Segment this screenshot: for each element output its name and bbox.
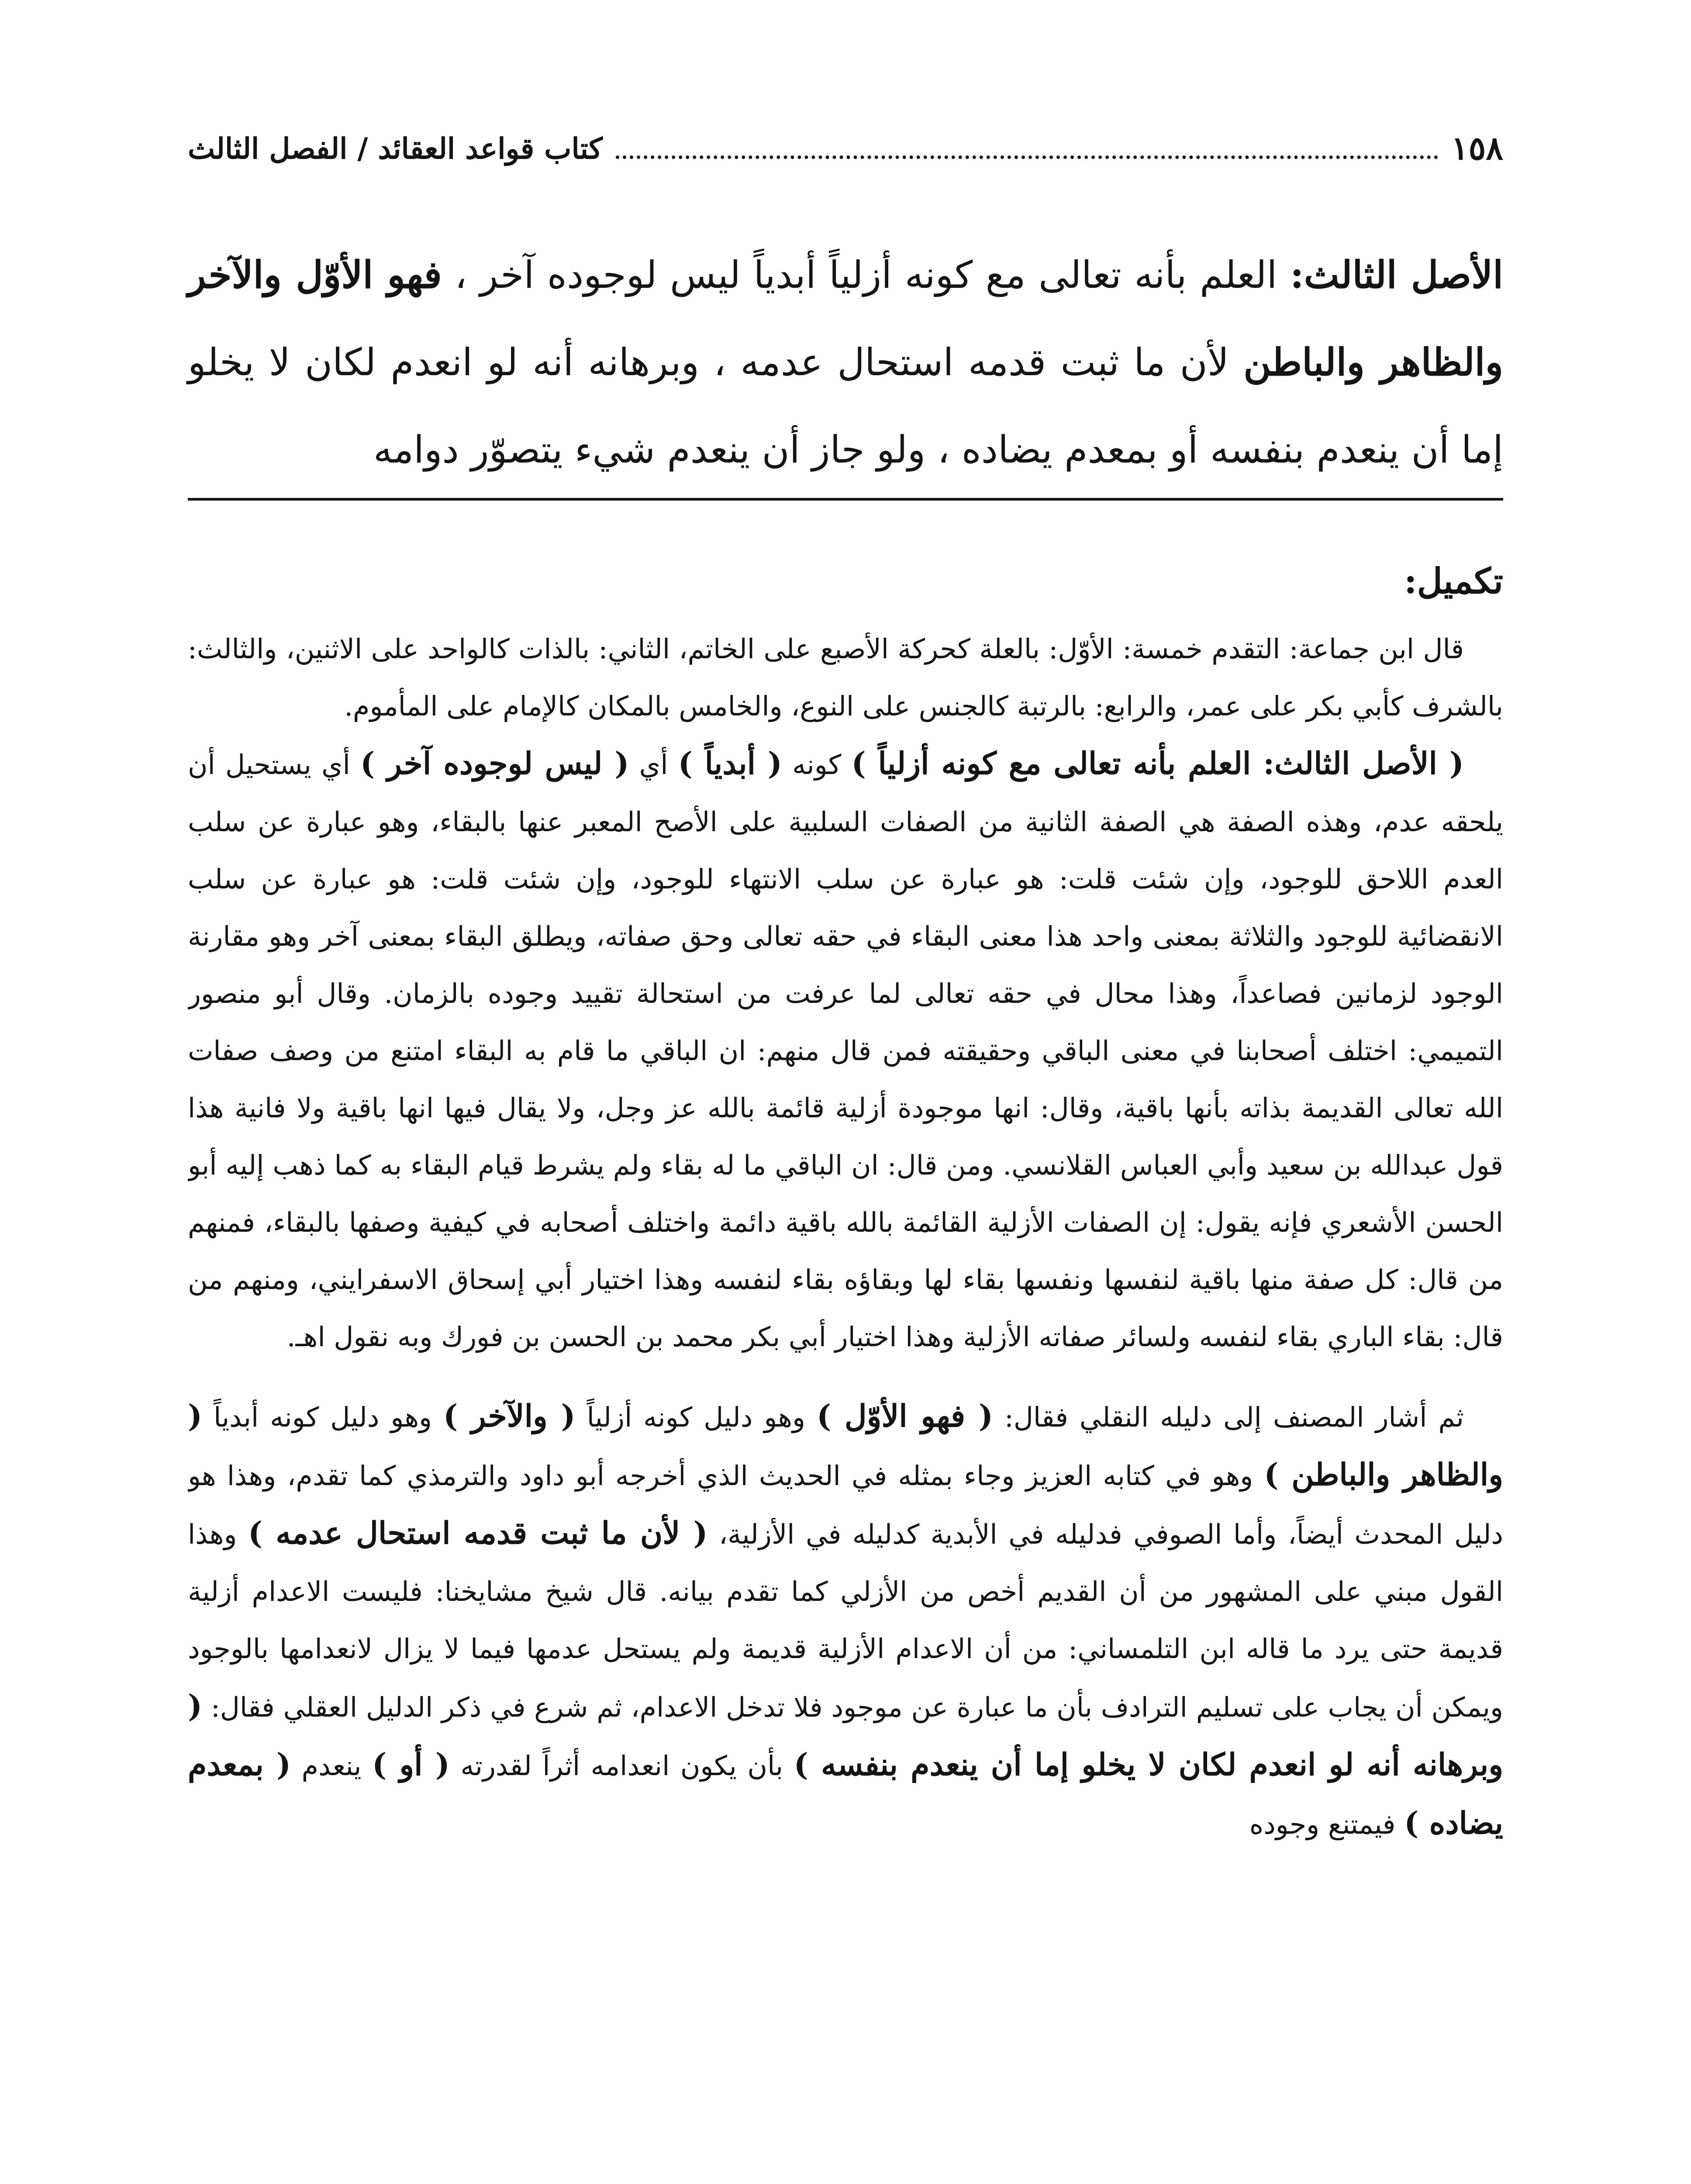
commentary-paragraph-2 <box>188 735 1503 1365</box>
quoted-text: ( بمعدم يضاده ) <box>188 1746 1503 1841</box>
commentary-paragraph-3 <box>188 1387 1503 1853</box>
quoted-text: ( وبرهانه أنه لو انعدم لكان لا يخلو إما أن ينعدم بنفسه ) <box>188 1688 1503 1783</box>
running-header <box>188 122 1503 175</box>
commentary-text: وهو دليل كونه أزلياً <box>587 1401 805 1433</box>
commentary-text: وهو في كتابه العزيز وجاء بمثله في الحديث الذي أخرجه أبو داود والترمذي كما تقدم، وهذا هو دليل المحدث أيضاً، وأما الصوفي فدليله في الأبدية كدليله في الأزلية، <box>188 1460 1503 1550</box>
quoted-text: ( أو ) <box>372 1746 450 1783</box>
commentary-text: وهذا القول مبني على المشهور من أن القديم أخص من الأزلي كما تقدم بيانه. قال شيخ مشايخنا: فليست الاعدام أزلية قديمة حتى يرد ما قاله ابن التلمساني: من أن الاعدام الأزلية قديمة ولم يستحل عدمها فيما لا يزال لانعدامها بالوجود ويمكن أن يجاب على تسليم الترادف بأن ما عبارة عن موجود فلا تدخل الاعدام، ثم شرع في ذكر الدليل العقلي فقال: <box>188 1518 1503 1723</box>
commentary-text: أي <box>639 749 668 781</box>
header-title: كتاب قواعد العقائد / الفصل الثالث <box>188 131 603 166</box>
main-text <box>188 232 1503 494</box>
quoted-text: ( الأصل الثالث: العلم بأنه تعالى مع كونه أزلياً ) <box>851 745 1464 781</box>
commentary-text: وهو دليل كونه أبدياً <box>214 1401 432 1433</box>
main-text-segment: العلم بأنه تعالى مع كونه أزلياً أبدياً ليس لوجوده آخر ، <box>455 253 1277 297</box>
commentary-text: فيمتنع وجوده <box>1249 1808 1396 1840</box>
quoted-text: ( لأن ما ثبت قدمه استحال عدمه ) <box>248 1515 708 1551</box>
commentary <box>188 542 1503 2184</box>
quoted-text: ( ليس لوجوده آخر ) <box>360 745 629 781</box>
commentary-text: كونه <box>792 749 842 781</box>
commentary-text: بأن يكون انعدامه أثراً لقدرته <box>460 1750 783 1782</box>
main-text-segment: لأن ما ثبت قدمه استحال عدمه ، وبرهانه أنه لو انعدم لكان لا يخلو إما أن ينعدم بنفسه أو بمعدم يضاده ، ولو جاز أن ينعدم شيء يتصوّر دوامه <box>188 341 1503 472</box>
separator-rule <box>188 498 1503 501</box>
commentary-paragraph-1: قال ابن جماعة: التقدم خمسة: الأوّل: بالعلة كحركة الأصبع على الخاتم، الثاني: بالذات كالواحد على الاثنين، والثالث: بالشرف كأبي بكر على عمر، والرابع: بالرتبة كالجنس على النوع، والخامس بالمكان كالإمام على المأموم. <box>188 633 1503 722</box>
section-heading: تكميل: <box>1404 560 1503 601</box>
main-paragraph <box>188 232 1503 494</box>
main-label: الأصل الثالث: <box>1290 253 1503 297</box>
quoted-text: ( فهو الأوّل ) <box>816 1398 994 1434</box>
header-leader-dots <box>616 138 1438 159</box>
main-bold-segment: فهو الأوّل والآخر والظاهر والباطن <box>188 253 1503 384</box>
quoted-text: ( أبدياً ) <box>678 745 783 781</box>
page-number: ١٥٨ <box>1451 130 1503 167</box>
commentary-text: ينعدم <box>301 1750 362 1782</box>
quoted-text: ( والآخر ) <box>443 1398 576 1434</box>
quoted-text: ( والظاهر والباطن ) <box>188 1398 1503 1493</box>
commentary-text: أي يستحيل أن يلحقه عدم، وهذه الصفة هي الصفة الثانية من الصفات السلبية على الأصح المعبر عنها بالبقاء، وهو عبارة عن سلب العدم اللاحق للوجود، وإن شئت قلت: هو عبارة عن سلب الانتهاء للوجود، وإن شئت قلت: هو عبارة عن سلب الانقضائية للوجود والثلاثة بمعنى واحد هذا معنى البقاء في حقه تعالى وحق صفاته، ويطلق البقاء بمعنى آخر وهو مقارنة الوجود لزمانين فصاعداً، وهذا محال في حقه تعالى لما عرفت من استحالة تقييد وجوده بالزمان. وقال أبو منصور التميمي: اختلف أصحابنا في معنى الباقي وحقيقته فمن قال منهم: ان الباقي ما قام به البقاء امتنع من وصف صفات الله تعالى القديمة بذاته بأنها باقية، وقال: انها موجودة أزلية قائمة بالله عز وجل، ولا يقال فيها انها باقية ولا فانية هذا قول عبدالله بن سعيد وأبي العباس القلانسي. ومن قال: ان الباقي ما له بقاء ولم يشرط قيام البقاء به كما ذهب إليه أبو الحسن الأشعري فإنه يقول: إن الصفات الأزلية القائمة بالله باقية دائمة واختلف أصحابه في كيفية وصفها بالبقاء، فمنهم من قال: كل صفة منها باقية لنفسها ونفسها بقاء لها وبقاؤه بقاء لنفسه وهذا اختيار أبي إسحاق الاسفرايني، ومنهم من قال: بقاء الباري بقاء لنفسه ولسائر صفاته الأزلية وهذا اختيار أبي بكر محمد بن الحسن بن فورك وبه نقول اهـ. <box>188 749 1503 1353</box>
commentary-text: ثم أشار المصنف إلى دليله النقلي فقال: <box>1004 1401 1464 1433</box>
